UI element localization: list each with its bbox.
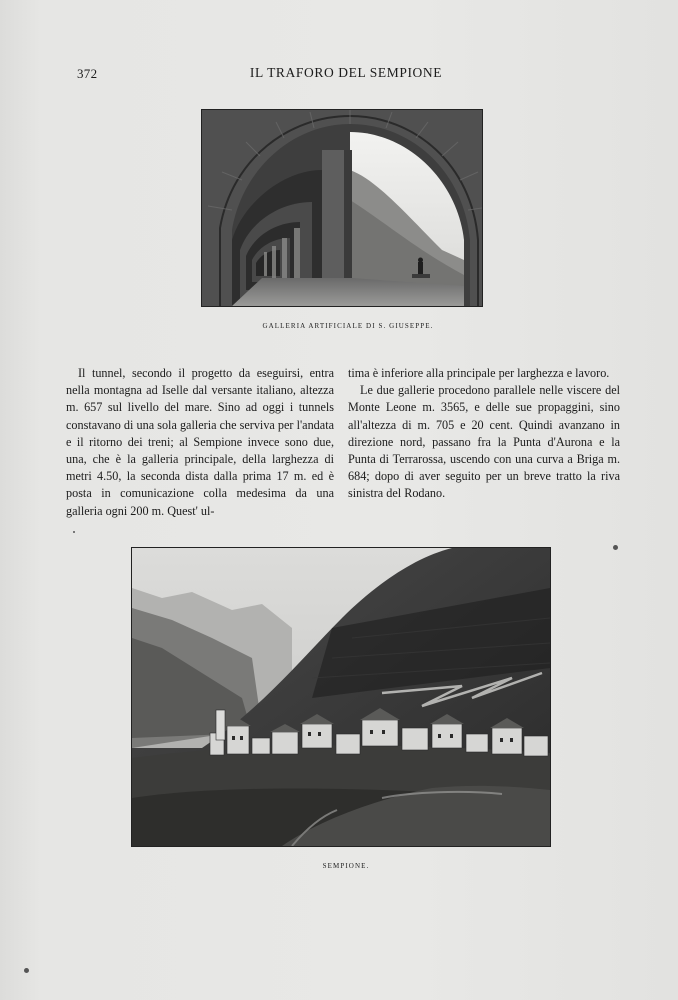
bottom-figure-caption: SEMPIONE. xyxy=(322,862,370,870)
right-column-paragraph-2: Le due gallerie procedono parallele nelle viscere del Monte Leone m. 3565, e delle sue propaggini, sino all'altezza di m. 705 e 20 cent. Quindi avanzano in direzione nord, passano fra la Punta d'Aurona e la Punta di Terrarossa, uscendo con una curva a Briga m. 684; dopo di aver seguito per un breve tratto la riva sinistra del Rodano. xyxy=(348,383,620,501)
page-number: 372 xyxy=(77,66,98,81)
left-column-paragraph: Il tunnel, secondo il progetto da eseguirsi, entra nella montagna ad Iselle dal versante italiano, altezza m. 657 sul livello del mare. Sino ad oggi i tunnels constavano di una sola galleria che serviva per l'andata e il ritorno dei treni; al Sempione invece sono due, una, che è la galleria principale, della larghezza di metri 4.50, la seconda dista dalla prima 17 m. ed è posta in comunicazione colla medesima da una galleria ogni 200 m. Quest' ul- xyxy=(66,366,334,518)
right-column xyxy=(348,365,620,503)
paper-speck xyxy=(73,531,75,533)
paper-speck xyxy=(613,545,618,550)
left-column xyxy=(66,365,334,520)
paper-speck xyxy=(24,968,29,973)
running-title: IL TRAFORO DEL SEMPIONE xyxy=(249,65,443,80)
top-figure-caption: GALLERIA ARTIFICIALE DI S. GIUSEPPE. xyxy=(262,322,434,330)
arcade-gallery-photo xyxy=(201,109,483,307)
mountain-village-photo xyxy=(131,547,551,847)
right-column-paragraph-1: tima è inferiore alla principale per larghezza e lavoro. xyxy=(348,366,610,380)
